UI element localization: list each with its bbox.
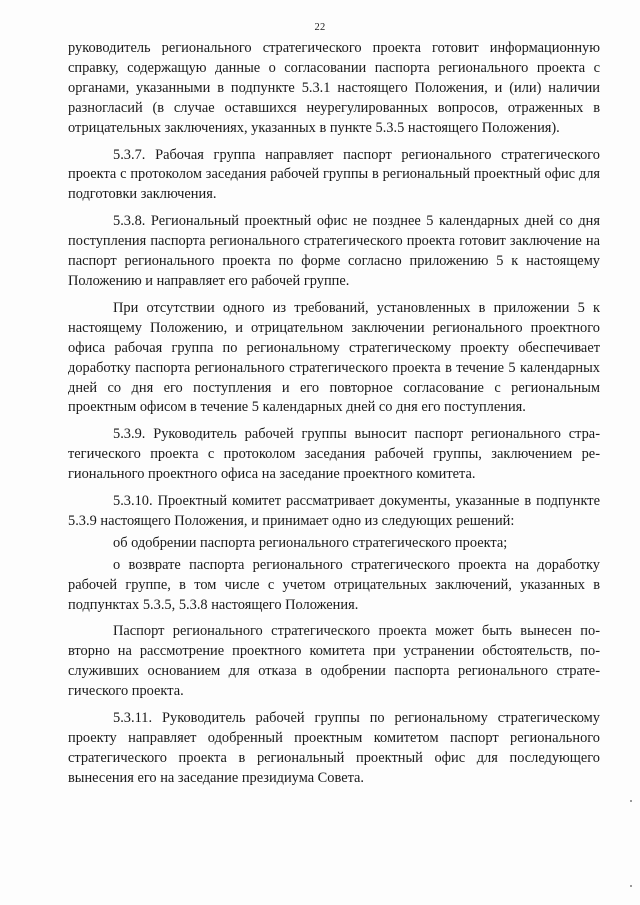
document-body	[68, 39, 600, 796]
paragraph-missing-requirements: При отсутствии одного из требований, установленных в приложении 5 к настоящему Положению, и отрицательном заключении регионального проектного офиса рабочая группа по региональному стратегическому проекту обеспечивает доработку паспорта регионального стратегического проекта в течение 5 календарных дней со дня его поступления и его повторное согласование с региональным проектным офисом в течение 5 календарных дней со дня его поступления.	[68, 299, 600, 416]
paragraph-5-3-11: 5.3.11. Руководитель рабочей группы по региональному стратегическому проекту направляет одобренный проектным комитетом паспорт регионального стратегического проекта в региональный проектный офис для последующего вынесения его на заседание президиума Совета.	[68, 710, 600, 786]
paragraph-5-3-9: 5.3.9. Руководитель рабочей группы выносит паспорт регионального стратегического проекта с протоколом заседания рабочей группы, заключением регионального проектного офиса на заседание проектного комитета.	[68, 426, 600, 483]
page-number: 22	[314, 22, 326, 33]
paragraph-5-3-10: 5.3.10. Проектный комитет рассматривает документы, указанные в подпункте 5.3.9 настоящего Положения, и принимает одно из следующих решений:	[68, 493, 600, 529]
scan-artifact	[630, 800, 632, 802]
paragraph-5-3-7: 5.3.7. Рабочая группа направляет паспорт регионального стратегического проекта с протоколом заседания рабочей группы в региональный проектный офис для подготовки заключения.	[68, 146, 600, 203]
list-item-return: о возврате паспорта регионального стратегического проекта на доработку рабочей группе, в том числе с учетом отрицательных заключений, указанных в подпунктах 5.3.5, 5.3.8 настоящего Положения.	[68, 556, 600, 613]
paragraph-resubmission: Паспорт регионального стратегического проекта может быть вынесен повторно на рассмотрение проектного комитета при устранении обстоятельств, послуживших основанием для отказа в одобрении паспорта регионального стратегического проекта.	[68, 623, 600, 700]
scan-artifact	[630, 885, 632, 887]
paragraph-continuation: руководитель регионального стратегического проекта готовит информационную справку, содержащую данные о согласовании паспорта регионального проекта с органами, указанными в подпункте 5.3.1 настоящего Положения, и (или) наличии разногласий (в случае оставшихся неурегулированных вопросов, отраженных в отрицательных заключениях, указанных в пункте 5.3.5 настоящего Положения).	[68, 40, 600, 136]
list-item-approval: об одобрении паспорта регионального стратегического проекта;	[113, 534, 508, 551]
paragraph-5-3-8: 5.3.8. Региональный проектный офис не позднее 5 календарных дней со дня поступления паспорта регионального стратегического проекта готовит заключение на паспорт регионального проекта по форме согласно приложению 5 к настоящему Положению и направляет его рабочей группе.	[68, 213, 600, 289]
